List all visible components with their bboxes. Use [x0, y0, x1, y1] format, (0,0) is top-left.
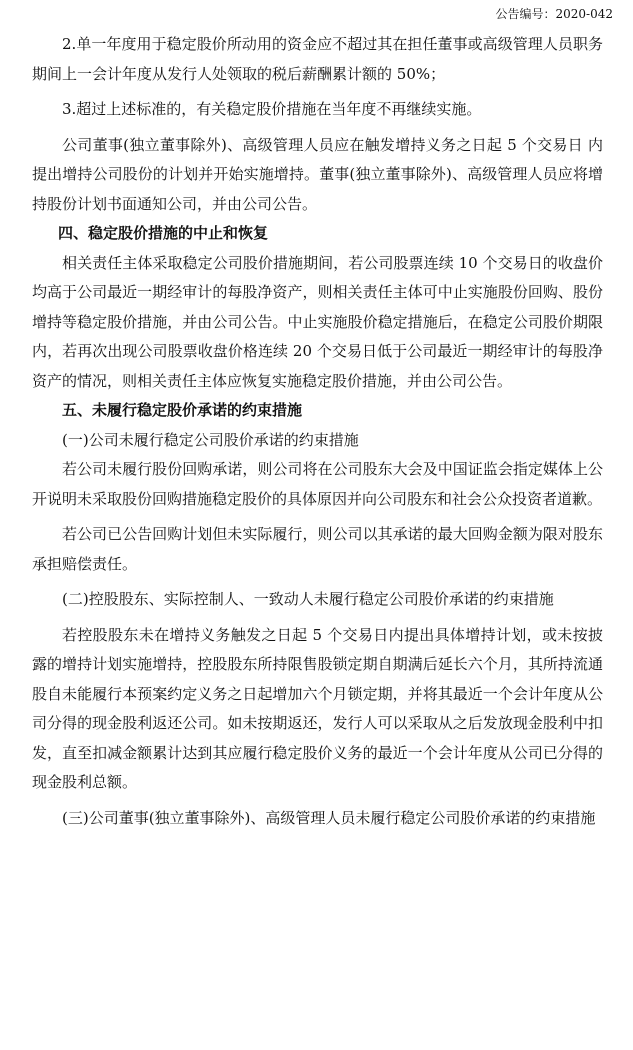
paragraph-company-compensation: 若公司已公告回购计划但未实际履行，则公司以其承诺的最大回购金额为限对股东承担赔偿责任。	[32, 525, 603, 573]
announcement-number: 公告编号：2020-042	[495, 7, 613, 21]
section-heading-5: 五、未履行稳定股价承诺的约束措施	[62, 401, 303, 419]
paragraph-clause-2: 2.单一年度用于稳定股价所动用的资金应不超过其在担任董事或高级管理人员职务期间上一会计年度从发行人处领取的税后薪酬累计额的 50%；	[32, 35, 603, 83]
paragraph-clause-3: 3.超过上述标准的，有关稳定股价措施在当年度不再继续实施。	[62, 100, 482, 118]
subsection-heading-1: (一)公司未履行稳定公司股价承诺的约束措施	[62, 430, 359, 449]
section-heading-4: 四、稳定股价措施的中止和恢复	[58, 224, 269, 242]
paragraph-suspension-resumption: 相关责任主体采取稳定公司股价措施期间，若公司股票连续 10 个交易日的收盘价均高于公司最近一期经审计的每股净资产，则相关责任主体可中止实施股份回购、股份增持等稳定股价措施，并由公司公告。中止实施股价稳定措施后，在稳定公司股价期限内，若再次出现公司股票收盘价格连续 20 个交易日低于公司最近一期经审计的每股净资产的情况，则相关责任主体应恢复实施稳定股价措施，并由公司公告。	[32, 253, 603, 390]
document-body	[0, 30, 633, 833]
paragraph-director-increase: 公司董事(独立董事除外)、高级管理人员应在触发增持义务之日起 5 个交易日 内提出增持公司股份的计划并开始实施增持。董事(独立董事除外)、高级管理人员应将增持股份计划书面通知公司，并由公司公告。	[32, 135, 603, 213]
paragraph-controlling-shareholder: 若控股股东未在增持义务触发之日起 5 个交易日内提出具体增持计划，或未按披露的增持计划实施增持，控股股东所持限售股锁定期自期满后延长六个月，其所持流通股自未能履行本预案约定义务之日起增加六个月锁定期，并将其最近一个会计年度从公司分得的现金股利返还公司。如未按期返还，发行人可以采取从之后发放现金股利中扣发，直至扣减金额累计达到其应履行稳定股价义务的最近一个会计年度从公司已分得的现金股利总额。	[32, 625, 603, 791]
subsection-heading-3: (三)公司董事(独立董事除外)、高级管理人员未履行稳定公司股价承诺的约束措施	[62, 808, 596, 827]
paragraph-company-buyback: 若公司未履行股份回购承诺，则公司将在公司股东大会及中国证监会指定媒体上公开说明未采取股份回购措施稳定股价的具体原因并向公司股东和社会公众投资者道歉。	[32, 460, 603, 508]
subsection-heading-2: (二)控股股东、实际控制人、一致动人未履行稳定公司股价承诺的约束措施	[62, 590, 554, 608]
